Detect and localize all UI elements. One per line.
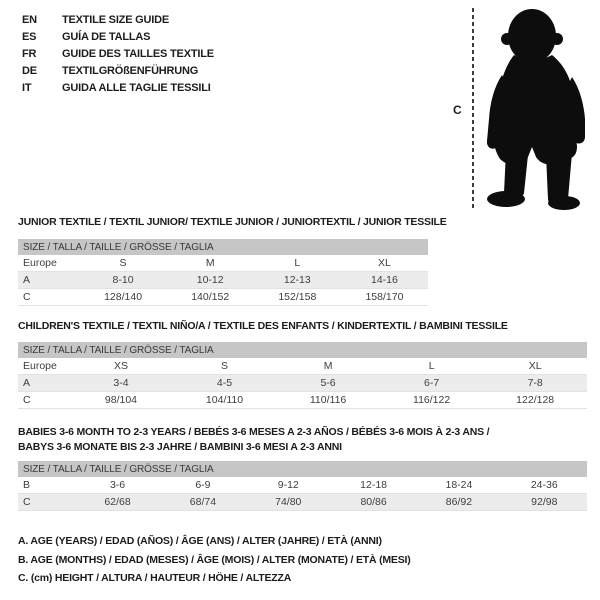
children-size-table: [18, 342, 587, 409]
table-cell: 24-36: [530, 479, 558, 491]
table-cell: 158/170: [365, 291, 404, 303]
table-cell: 128/140: [104, 291, 143, 303]
babies-heading-line1: BABIES 3-6 MONTH TO 2-3 YEARS / BEBÉS 3-6 MESES A 2-3 AÑOS / BÉBÉS 3-6 MOIS À 2-3 ANS /: [18, 426, 490, 438]
table-cell: S: [119, 257, 127, 269]
table-cell: 14-16: [371, 274, 398, 286]
table-cell: 18-24: [445, 479, 473, 491]
row-label: A: [23, 274, 31, 286]
language-code: EN: [22, 14, 37, 26]
row-label: C: [23, 291, 31, 303]
table-cell: 9-12: [277, 479, 299, 491]
footnotes: [18, 532, 411, 588]
table-cell: M: [205, 257, 215, 269]
table-cell: 12-13: [283, 274, 311, 286]
language-title: TEXTILGRÖßENFÜHRUNG: [62, 65, 199, 77]
language-code: DE: [22, 65, 37, 77]
table-row-height: [18, 392, 587, 409]
table-row-europe: [18, 255, 428, 272]
language-list: [22, 12, 214, 97]
row-label: Europe: [23, 360, 57, 372]
table-cell: XS: [113, 360, 128, 372]
table-cell: XL: [528, 360, 542, 372]
size-header-bar: SIZE / TALLA / TAILLE / GRÖSSE / TAGLIA: [18, 342, 587, 358]
table-cell: 3-4: [113, 377, 129, 389]
language-code: FR: [22, 48, 37, 60]
table-cell: M: [323, 360, 333, 372]
footnote-b: B. AGE (MONTHS) / EDAD (MESES) / ÂGE (MOIS) / ALTER (MONATE) / ETÀ (MESI): [18, 553, 411, 566]
table-cell: L: [294, 257, 301, 269]
table-cell: 92/98: [531, 496, 558, 508]
junior-size-table: [18, 239, 428, 306]
table-cell: L: [428, 360, 435, 372]
table-cell: 152/158: [278, 291, 317, 303]
table-cell: S: [221, 360, 229, 372]
children-section-heading: CHILDREN'S TEXTILE / TEXTIL NIÑO/A / TEXTILE DES ENFANTS / KINDERTEXTIL / BAMBINI TESSILE: [18, 320, 508, 332]
table-cell: 68/74: [189, 496, 217, 508]
table-cell: 10-12: [196, 274, 224, 286]
height-measure-dotted-line: [472, 8, 474, 209]
table-cell: 62/68: [104, 496, 131, 508]
footnote-c: C. (cm) HEIGHT / ALTURA / HAUTEUR / HÖHE / ALTEZZA: [18, 572, 292, 584]
footnote-a: A. AGE (YEARS) / EDAD (AÑOS) / ÂGE (ANS) / ALTER (JAHRE) / ETÀ (ANNI): [18, 535, 382, 547]
table-cell: 80/86: [360, 496, 387, 508]
table-cell: 4-5: [216, 377, 233, 389]
babies-size-table: [18, 461, 587, 511]
toddler-silhouette: [486, 5, 598, 211]
row-label: C: [23, 496, 31, 508]
table-cell: 104/110: [205, 394, 244, 406]
table-cell: 122/128: [516, 394, 555, 406]
table-cell: 98/104: [104, 394, 138, 406]
language-row-es: [22, 29, 214, 46]
size-header-bar: SIZE / TALLA / TAILLE / GRÖSSE / TAGLIA: [18, 239, 428, 255]
table-cell: XL: [378, 257, 391, 269]
table-cell: 74/80: [275, 496, 302, 508]
table-cell: 140/152: [191, 291, 230, 303]
table-cell: 5-6: [320, 377, 336, 389]
language-title: GUIDA ALLE TAGLIE TESSILI: [62, 82, 211, 94]
language-row-fr: [22, 46, 214, 63]
table-cell: 3-6: [109, 479, 126, 491]
babies-heading-line2: BABYS 3-6 MONATE BIS 2-3 JAHRE / BAMBINI 3-6 MESI A 2-3 ANNI: [18, 440, 342, 453]
row-label: Europe: [23, 257, 57, 269]
row-label: A: [23, 377, 31, 389]
language-row-de: [22, 63, 214, 80]
table-cell: 116/122: [413, 394, 451, 406]
table-cell: 12-18: [360, 479, 388, 491]
language-title: TEXTILE SIZE GUIDE: [62, 14, 170, 26]
table-row-height: [18, 289, 428, 306]
language-code: ES: [22, 31, 37, 43]
language-row-en: [22, 12, 214, 29]
table-row-age: [18, 375, 587, 392]
table-cell: 6-9: [195, 479, 211, 491]
table-cell: 8-10: [112, 274, 134, 286]
language-code: IT: [22, 82, 32, 94]
table-cell: 7-8: [527, 377, 543, 389]
junior-section-heading: JUNIOR TEXTILE / TEXTIL JUNIOR/ TEXTILE JUNIOR / JUNIORTEXTIL / JUNIOR TESSILE: [18, 216, 447, 228]
language-row-it: [22, 80, 214, 97]
measure-label-c: C: [453, 103, 462, 117]
table-row-europe: [18, 358, 587, 375]
language-title: GUÍA DE TALLAS: [62, 31, 151, 43]
row-label: C: [23, 394, 31, 406]
language-title: GUIDE DES TAILLES TEXTILE: [62, 48, 214, 60]
table-row-age: [18, 272, 428, 289]
size-header-bar: SIZE / TALLA / TAILLE / GRÖSSE / TAGLIA: [18, 461, 587, 477]
row-label: B: [23, 479, 31, 491]
babies-section-heading: [18, 425, 489, 454]
table-cell: 110/116: [309, 394, 347, 406]
table-row-months: [18, 477, 587, 494]
table-cell: 86/92: [445, 496, 473, 508]
table-cell: 6-7: [424, 377, 440, 389]
table-row-height: [18, 494, 587, 511]
